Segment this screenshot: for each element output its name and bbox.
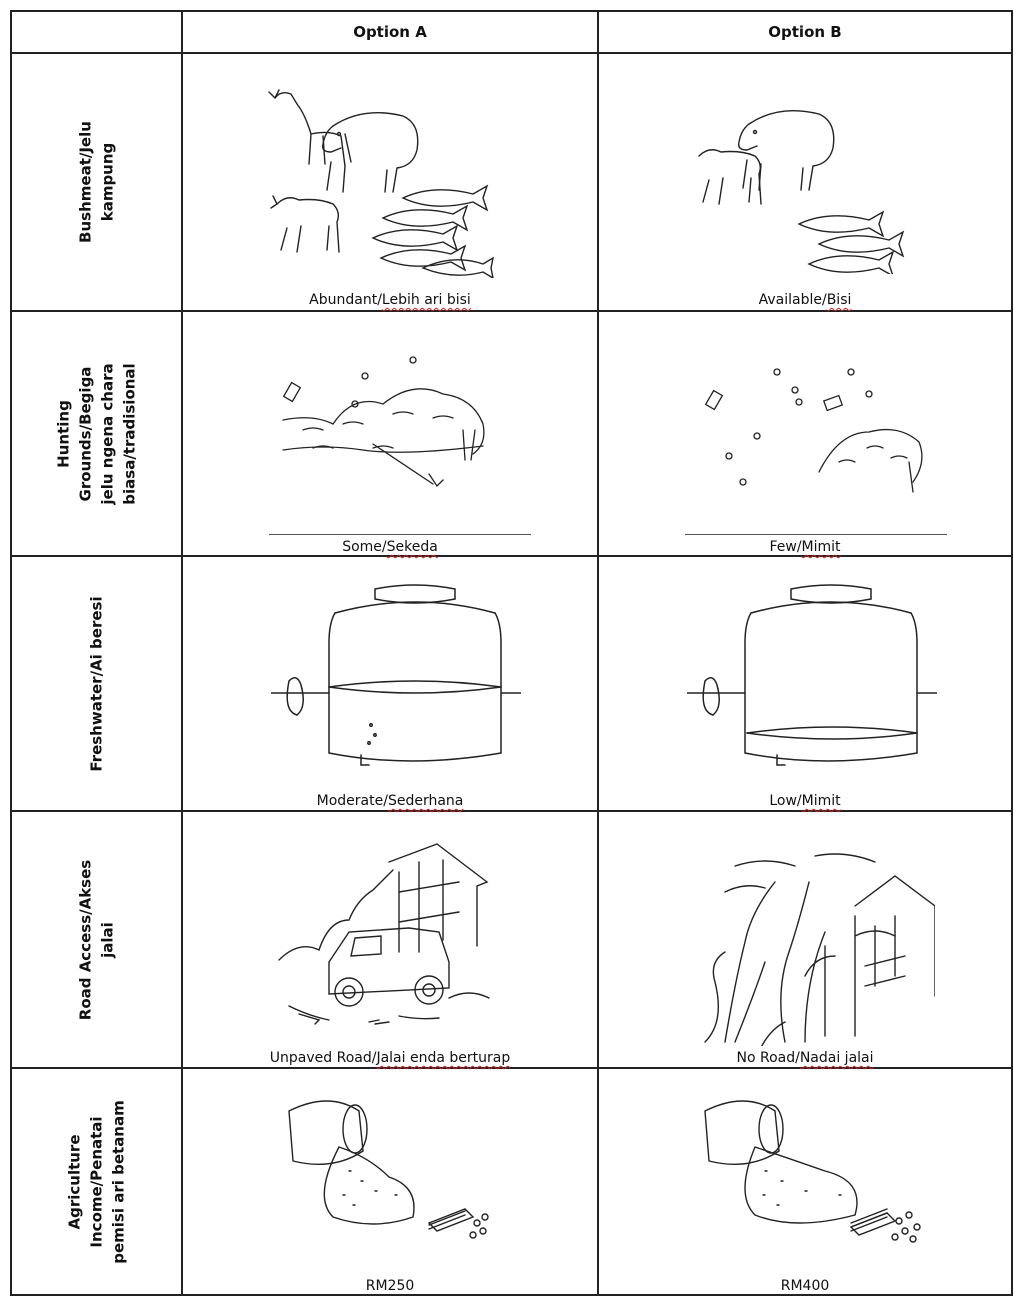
cell-hunting-option-a <box>183 312 597 555</box>
row-label-text: Hunting Grounds/Begiga jelu ngena chara biasa/tradisional <box>54 362 139 505</box>
road-a-caption: Unpaved Road/Jalai enda berturap <box>269 1050 511 1066</box>
local-text: Bisi <box>826 292 852 308</box>
hunting-grounds-few-icon <box>699 352 929 502</box>
cell-bushmeat-option-a <box>183 54 597 310</box>
hunting-a-caption: Some/Sekeda <box>342 539 438 555</box>
value-text: No Road <box>736 1050 796 1066</box>
row-label-text: Bushmeat/Jelu kampung <box>76 121 117 243</box>
forest-house-icon <box>695 846 935 1046</box>
water-tank-moderate-icon <box>271 575 521 775</box>
road-b-caption: No Road/Nadai jalai <box>736 1050 874 1066</box>
cell-hunting-option-b <box>599 312 1011 555</box>
hunting-b-caption: Few/Mimit <box>769 539 841 555</box>
rice-bag-more-money-icon <box>695 1091 935 1261</box>
divider <box>685 534 947 535</box>
value-text: Moderate <box>316 793 384 809</box>
value-text: RM250 <box>365 1278 415 1294</box>
row-label-hunting-grounds <box>12 312 181 555</box>
row-label-road-access <box>12 812 181 1067</box>
row-label-agriculture-income <box>12 1069 181 1294</box>
cell-road-option-b <box>599 812 1011 1067</box>
agriculture-b-caption <box>599 1278 1011 1294</box>
agriculture-a-caption <box>183 1278 597 1294</box>
divider <box>269 534 531 535</box>
cell-freshwater-option-b <box>599 557 1011 810</box>
rice-bag-money-icon <box>279 1091 509 1261</box>
jeep-house-icon <box>269 842 519 1042</box>
freshwater-a-caption: Moderate/Sederhana <box>316 793 464 809</box>
row-label-text: Agriculture Income/Penatai pemisi ari betanam <box>65 1099 128 1264</box>
hunting-grounds-some-icon <box>273 350 503 500</box>
bushmeat-a-caption: Abundant/Lebih ari bisi <box>309 292 471 308</box>
freshwater-b-caption: Low/Mimit <box>769 793 841 809</box>
row-label-text: Road Access/Akses jalai <box>76 859 117 1020</box>
value-text: Few <box>769 539 797 555</box>
cell-bushmeat-option-b <box>599 54 1011 310</box>
header-blank-cell <box>12 12 181 52</box>
value-text: Unpaved Road <box>269 1050 372 1066</box>
cell-agriculture-option-a <box>183 1069 597 1294</box>
local-text: Mimit <box>801 793 841 809</box>
value-text: Some <box>342 539 382 555</box>
local-text: Jalai enda berturap <box>376 1050 511 1066</box>
choice-card-table <box>10 10 1014 1296</box>
cell-road-option-a <box>183 812 597 1067</box>
cell-freshwater-option-a <box>183 557 597 810</box>
local-text: Nadai jalai <box>799 1050 874 1066</box>
local-text: Lebih ari bisi <box>381 292 471 308</box>
animals-fish-abundant-icon <box>263 78 523 278</box>
row-label-text: Freshwater/Ai beresi <box>87 595 106 772</box>
local-text: Sederhana <box>387 793 464 809</box>
header-option-a: Option A <box>353 23 427 41</box>
bushmeat-b-caption: Available/Bisi <box>758 292 852 308</box>
value-text: Available <box>758 292 822 308</box>
value-text: RM400 <box>780 1278 830 1294</box>
header-option-b: Option B <box>768 23 842 41</box>
value-text: Abundant <box>309 292 378 308</box>
animals-fish-available-icon <box>689 84 939 274</box>
value-text: Low <box>769 793 797 809</box>
water-tank-low-icon <box>687 575 937 775</box>
row-label-freshwater <box>12 557 181 810</box>
grid-line <box>1011 10 1013 1296</box>
row-label-bushmeat <box>12 54 181 310</box>
grid-line <box>10 1294 1013 1296</box>
local-text: Sekeda <box>386 539 438 555</box>
cell-agriculture-option-b <box>599 1069 1011 1294</box>
local-text: Mimit <box>801 539 841 555</box>
